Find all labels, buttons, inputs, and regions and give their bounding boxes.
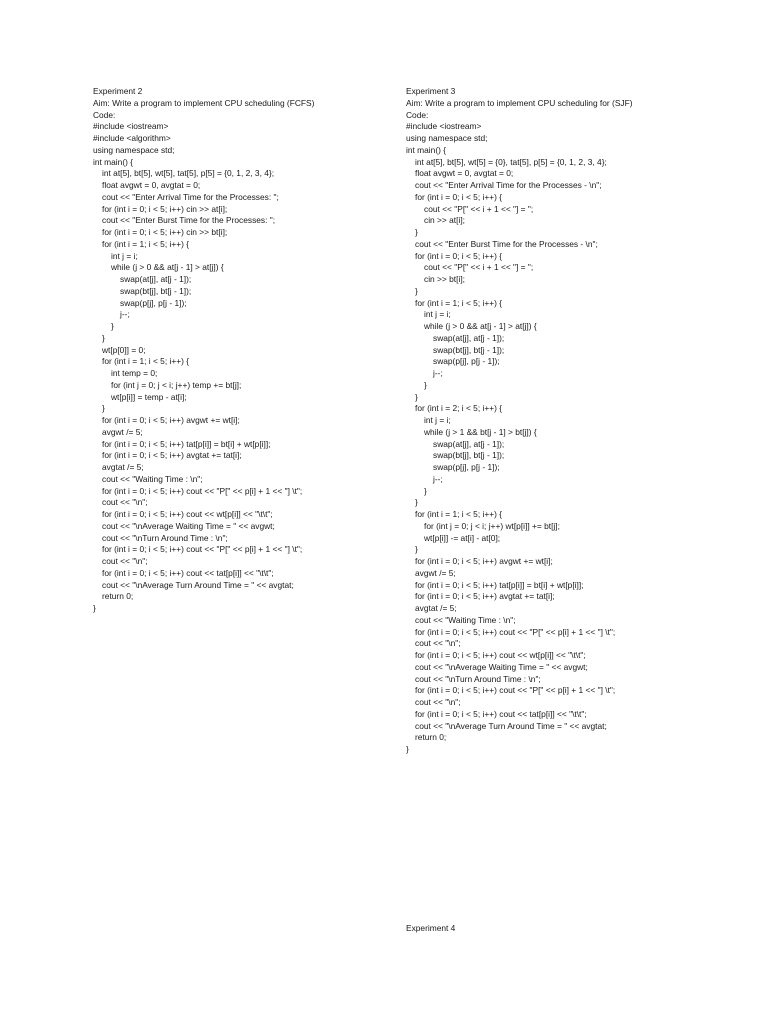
code-line: return 0; xyxy=(415,732,447,743)
code-line: wt[p[0]] = 0; xyxy=(102,344,146,355)
code-line: using namespace std; xyxy=(93,144,175,155)
code-line: cout << "Enter Burst Time for the Processes - \n"; xyxy=(415,238,598,249)
code-line: #include <iostream> xyxy=(93,121,169,132)
code-line: } xyxy=(406,744,409,754)
code-line: for (int i = 0; i < 5; i++) avgtat += tat[i]; xyxy=(415,591,555,602)
code-line: } xyxy=(424,485,427,496)
code-line: for (int i = 0; i < 5; i++) tat[p[i]] = bt[i] + wt[p[i]]; xyxy=(415,579,584,590)
code-line: cout << "\n"; xyxy=(415,638,461,649)
code-line: for (int i = 0; i < 5; i++) cout << tat[p[i]] << "\t\t"; xyxy=(415,708,587,719)
code-line: cout << "P[" << i + 1 << "] = "; xyxy=(424,203,534,214)
code-line: j--; xyxy=(120,309,130,320)
code-line: for (int i = 0; i < 5; i++) cin >> bt[i]; xyxy=(102,227,228,237)
code-line: avgwt /= 5; xyxy=(102,426,143,437)
code-line: for (int i = 1; i < 5; i++) { xyxy=(102,238,190,249)
code-line: cout << "\nTurn Around Time : \n"; xyxy=(415,673,541,684)
code-line: cout << "\nTurn Around Time : \n"; xyxy=(102,532,228,543)
code-line: cin >> at[i]; xyxy=(424,215,465,226)
code-line: swap(bt[j], bt[j - 1]); xyxy=(433,450,505,461)
code-line: avgwt /= 5; xyxy=(415,567,456,578)
code-line: while (j > 0 && at[j - 1] > at[j]) { xyxy=(111,262,224,273)
code-line: #include <iostream> xyxy=(406,121,482,132)
code-line: for (int j = 0; j < i; j++) wt[p[i]] += bt[j]; xyxy=(424,520,560,531)
code-line: for (int j = 0; j < i; j++) temp += bt[j]; xyxy=(111,379,242,390)
experiment-3-section xyxy=(406,86,706,756)
code-line: return 0; xyxy=(102,591,134,602)
code-line: for (int i = 0; i < 5; i++) avgwt += wt[i]; xyxy=(415,556,553,566)
code-line: cout << "\nAverage Turn Around Time = " << avgtat; xyxy=(102,579,294,590)
code-line: int at[5], bt[5], wt[5], tat[5], p[5] = {0, 1, 2, 3, 4}; xyxy=(102,168,275,179)
code-line: for (int i = 0; i < 5; i++) cout << wt[p[i]] << "\t\t"; xyxy=(102,509,273,519)
code-line: } xyxy=(111,321,114,331)
code-line: } xyxy=(415,544,418,555)
code-line: float avgwt = 0, avgtat = 0; xyxy=(102,180,201,190)
code-line: cout << "\n"; xyxy=(102,556,148,566)
code-line: wt[p[i]] -= at[i] - at[0]; xyxy=(424,532,501,543)
code-line: swap(at[j], at[j - 1]); xyxy=(433,332,505,343)
code-line: using namespace std; xyxy=(406,133,488,143)
code-line: cout << "P[" << i + 1 << "] = "; xyxy=(424,262,534,273)
code-line: cout << "Waiting Time : \n"; xyxy=(415,614,516,625)
code-line: swap(p[j], p[j - 1]); xyxy=(120,297,187,308)
code-label: Code: xyxy=(406,109,429,120)
code-line: cout << "Waiting Time : \n"; xyxy=(102,473,203,484)
code-line: cout << "Enter Burst Time for the Processes: "; xyxy=(102,215,276,226)
code-line: while (j > 1 && bt[j - 1] > bt[j]) { xyxy=(424,426,537,437)
experiment-title: Experiment 2 xyxy=(93,86,143,96)
code-line: int main() { xyxy=(406,144,447,155)
code-line: cout << "\nAverage Waiting Time = " << avgwt; xyxy=(102,520,275,531)
code-line: int j = i; xyxy=(424,415,451,425)
experiment-2-section xyxy=(93,86,393,615)
code-line: int temp = 0; xyxy=(111,368,158,378)
code-line: for (int i = 0; i < 5; i++) cin >> at[i]; xyxy=(102,203,228,214)
experiment-4-heading: Experiment 4 xyxy=(406,923,456,933)
code-line: cout << "\n"; xyxy=(415,697,461,707)
code-line: swap(p[j], p[j - 1]); xyxy=(433,462,500,472)
code-line: float avgwt = 0, avgtat = 0; xyxy=(415,168,514,179)
code-line: for (int i = 2; i < 5; i++) { xyxy=(415,403,503,414)
code-line: } xyxy=(93,603,96,613)
aim-text: Aim: Write a program to implement CPU scheduling (FCFS) xyxy=(93,97,315,108)
code-line: for (int i = 0; i < 5; i++) { xyxy=(415,250,503,261)
code-line: } xyxy=(102,403,105,414)
code-line: for (int i = 1; i < 5; i++) { xyxy=(102,356,190,367)
code-line: swap(at[j], at[j - 1]); xyxy=(120,274,192,284)
code-line: } xyxy=(415,285,418,296)
code-line: for (int i = 0; i < 5; i++) tat[p[i]] = bt[i] + wt[p[i]]; xyxy=(102,438,271,449)
code-line: for (int i = 0; i < 5; i++) cout << "P[" << p[i] + 1 << "] \t"; xyxy=(102,544,303,555)
code-label: Code: xyxy=(93,109,116,120)
code-line: for (int i = 0; i < 5; i++) avgtat += tat[i]; xyxy=(102,450,242,461)
code-line: cout << "\nAverage Turn Around Time = " << avgtat; xyxy=(415,720,607,731)
code-line: cout << "Enter Arrival Time for the Processes - \n"; xyxy=(415,180,602,190)
code-line: for (int i = 1; i < 5; i++) { xyxy=(415,297,503,308)
code-line: avgtat /= 5; xyxy=(415,603,457,613)
code-line: swap(at[j], at[j - 1]); xyxy=(433,438,505,449)
code-line: for (int i = 0; i < 5; i++) { xyxy=(415,191,503,202)
code-line: cout << "\nAverage Waiting Time = " << avgwt; xyxy=(415,661,588,672)
code-line: j--; xyxy=(433,368,443,378)
experiment-title: Experiment 3 xyxy=(406,86,456,96)
code-line: wt[p[i]] = temp - at[i]; xyxy=(111,391,187,402)
code-line: } xyxy=(415,497,418,508)
aim-text: Aim: Write a program to implement CPU scheduling for (SJF) xyxy=(406,97,633,108)
code-line: cout << "\n"; xyxy=(102,497,148,508)
code-line: int at[5], bt[5], wt[5] = {0}, tat[5], p[5] = {0, 1, 2, 3, 4}; xyxy=(415,156,607,167)
code-line: } xyxy=(415,227,418,237)
code-line: cin >> bt[i]; xyxy=(424,274,465,284)
code-line: int main() { xyxy=(93,156,134,167)
code-line: for (int i = 0; i < 5; i++) cout << "P[" << p[i] + 1 << "] \t"; xyxy=(415,626,616,637)
code-line: while (j > 0 && at[j - 1] > at[j]) { xyxy=(424,321,537,331)
code-line: j--; xyxy=(433,473,443,484)
code-line: int j = i; xyxy=(111,250,138,261)
code-line: for (int i = 0; i < 5; i++) cout << "P[" << p[i] + 1 << "] \t"; xyxy=(415,685,616,696)
code-line: for (int i = 1; i < 5; i++) { xyxy=(415,509,503,519)
code-line: int j = i; xyxy=(424,309,451,320)
code-line: cout << "Enter Arrival Time for the Processes: "; xyxy=(102,191,279,202)
code-line: avgtat /= 5; xyxy=(102,462,144,472)
code-line: for (int i = 0; i < 5; i++) cout << tat[p[i]] << "\t\t"; xyxy=(102,567,274,578)
code-line: for (int i = 0; i < 5; i++) cout << wt[p[i]] << "\t\t"; xyxy=(415,650,586,660)
code-line: swap(bt[j], bt[j - 1]); xyxy=(433,344,505,355)
code-line: } xyxy=(415,391,418,402)
code-line: swap(bt[j], bt[j - 1]); xyxy=(120,285,192,296)
code-line: } xyxy=(102,332,105,343)
code-line: } xyxy=(424,379,427,390)
code-line: for (int i = 0; i < 5; i++) cout << "P[" << p[i] + 1 << "] \t"; xyxy=(102,485,303,496)
code-line: #include <algorithm> xyxy=(93,133,171,143)
code-line: swap(p[j], p[j - 1]); xyxy=(433,356,500,367)
code-line: for (int i = 0; i < 5; i++) avgwt += wt[i]; xyxy=(102,415,240,425)
